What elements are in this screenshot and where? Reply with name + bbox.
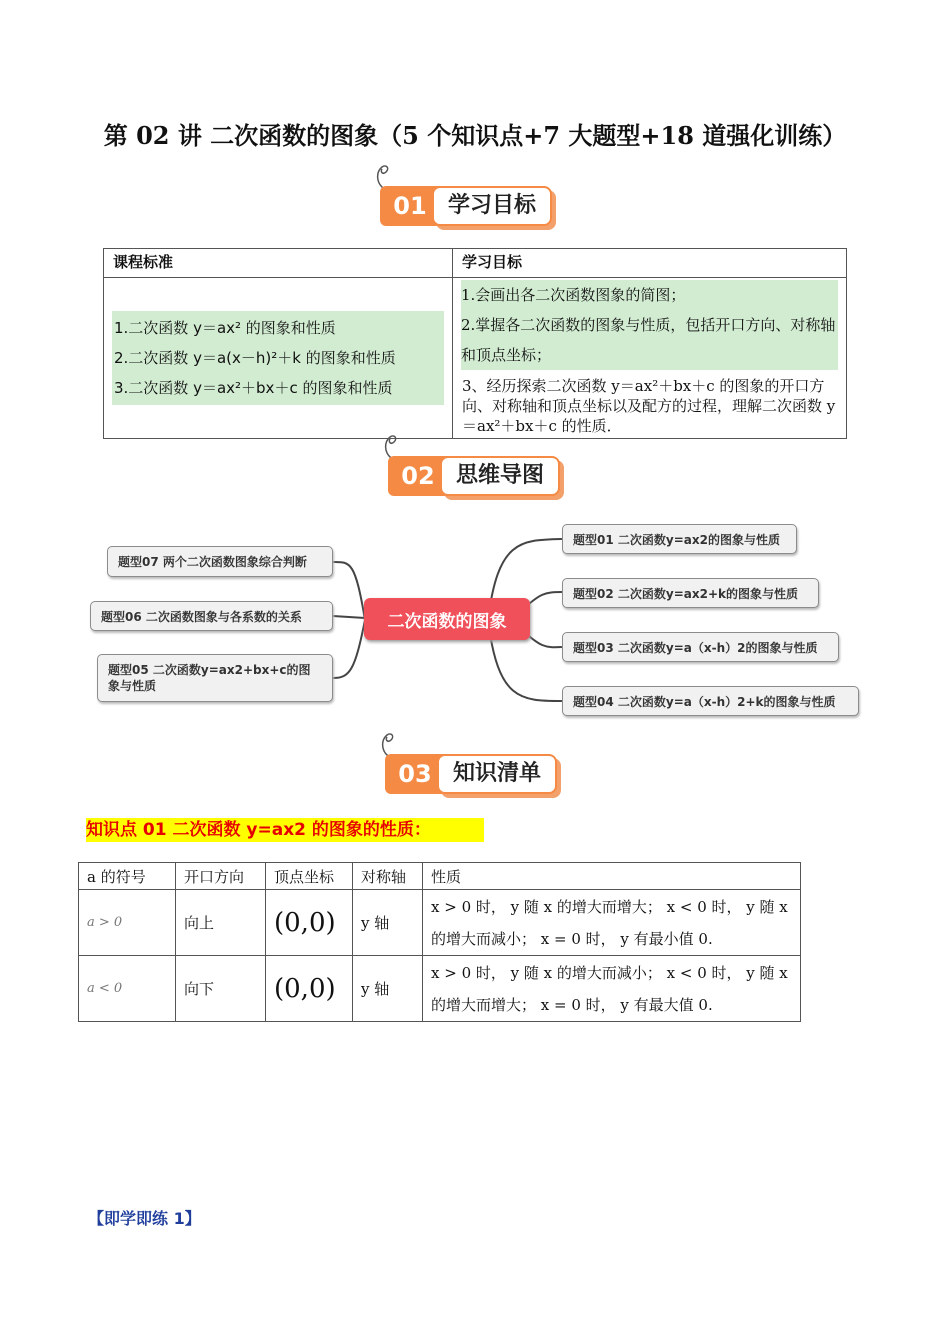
vertex-cell: (0,0) <box>266 956 353 1022</box>
properties-table <box>78 862 801 1022</box>
standard-item: 3.二次函数 y＝ax²＋bx＋c 的图象和性质 <box>114 379 393 397</box>
section-badge-knowledge <box>385 748 565 794</box>
axis-cell: y 轴 <box>353 956 423 1022</box>
table-row <box>79 890 801 956</box>
table-header: 对称轴 <box>353 863 423 890</box>
section-number: 02 <box>388 456 448 496</box>
vertex-cell: (0,0) <box>266 890 353 956</box>
section-number: 03 <box>385 754 445 794</box>
mindmap-node: 题型02 二次函数y=ax2+k的图象与性质 <box>562 578 819 608</box>
open-direction-cell: 向下 <box>176 956 266 1022</box>
standard-item: 2.二次函数 y＝a(x－h)²＋k 的图象和性质 <box>114 349 396 367</box>
property-line: x > 0 时， y 随 x 的增大而增大； x < 0 时， y 随 x <box>431 897 788 916</box>
section-label: 知识清单 <box>437 754 557 794</box>
mindmap-node: 题型01 二次函数y=ax2的图象与性质 <box>562 524 797 554</box>
practice-heading: 【即学即练 1】 <box>88 1209 201 1228</box>
table-header: 顶点坐标 <box>266 863 353 890</box>
objective-item: 3、经历探索二次函数 y＝ax²＋bx＋c 的图象的开口方向、对称轴和顶点坐标以及配方的过程，理解二次函数 y＝ax²＋bx＋c 的性质． <box>462 377 836 435</box>
mindmap-node: 题型07 两个二次函数图象综合判断 <box>107 546 333 577</box>
mindmap-node: 题型03 二次函数y=a（x-h）2的图象与性质 <box>562 632 839 662</box>
axis-cell: y 轴 <box>353 890 423 956</box>
section-badge-mindmap <box>388 450 568 496</box>
property-line: x > 0 时， y 随 x 的增大而减小； x < 0 时， y 随 x <box>431 963 788 982</box>
sign-cell: a < 0 <box>79 956 176 1022</box>
goals-header-objective: 学习目标 <box>453 249 847 278</box>
standard-item: 1.二次函数 y＝ax² 的图象和性质 <box>114 319 336 337</box>
mindmap-node: 题型06 二次函数图象与各系数的关系 <box>90 601 333 631</box>
mindmap-center: 二次函数的图象 <box>364 598 530 640</box>
property-line: 的增大而增大； x = 0 时， y 有最大值 0. <box>431 995 713 1014</box>
mindmap-node: 题型04 二次函数y=a（x-h）2+k的图象与性质 <box>562 686 859 716</box>
table-header: 开口方向 <box>176 863 266 890</box>
section-label: 学习目标 <box>432 186 552 226</box>
sign-cell: a > 0 <box>79 890 176 956</box>
section-number: 01 <box>380 186 440 226</box>
section-label: 思维导图 <box>440 456 560 496</box>
objective-item: 2.掌握各二次函数的图象与性质，包括开口方向、对称轴和顶点坐标； <box>461 316 836 364</box>
connector <box>333 616 365 618</box>
mindmap-node: 题型05 二次函数y=ax2+bx+c的图象与性质 <box>97 654 333 702</box>
table-row <box>79 956 801 1022</box>
knowledge-point-title: 知识点 01 二次函数 y=ax2 的图象的性质： <box>86 818 484 842</box>
goals-header-standard: 课程标准 <box>104 249 453 278</box>
page-title: 第 02 讲 二次函数的图象（5 个知识点+7 大题型+18 道强化训练） <box>103 121 847 150</box>
section-badge-goals <box>380 180 560 226</box>
property-line: 的增大而减小； x = 0 时， y 有最小值 0. <box>431 929 713 948</box>
open-direction-cell: 向上 <box>176 890 266 956</box>
connector <box>333 620 365 678</box>
objective-item: 1.会画出各二次函数图象的简图； <box>461 286 686 304</box>
table-header: 性质 <box>423 863 801 890</box>
goals-table <box>103 248 847 439</box>
table-header: a 的符号 <box>79 863 176 890</box>
connector <box>333 562 365 620</box>
